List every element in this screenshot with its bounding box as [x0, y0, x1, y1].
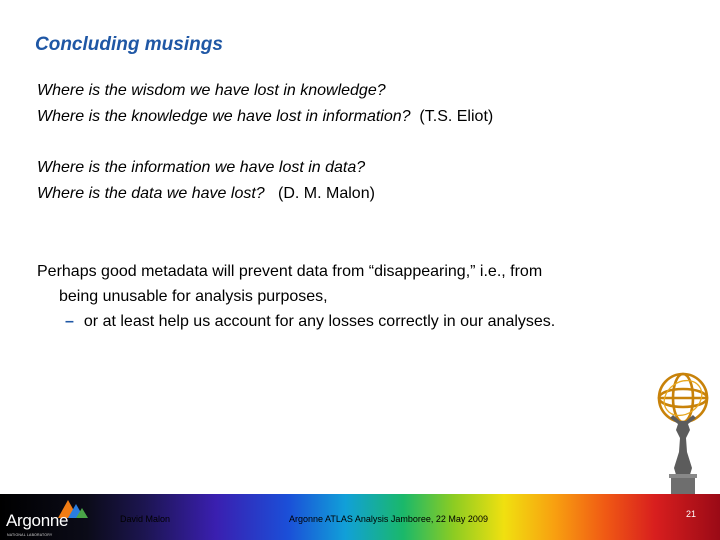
- sub-bullet-text: or at least help us account for any losses correctly in our analyses.: [83, 313, 556, 330]
- quote-block-malon: [37, 155, 375, 207]
- quote-line: [37, 155, 375, 181]
- page-number: 21: [686, 509, 697, 519]
- paragraph-line: Perhaps good metadata will prevent data from “disappearing,” i.e., from: [37, 263, 543, 280]
- footer-bar: [0, 494, 720, 540]
- metadata-paragraph: [37, 259, 677, 309]
- quote-line: [37, 78, 493, 104]
- presenter-name: David Malon: [120, 514, 171, 524]
- quote-attribution: (D. M. Malon): [278, 185, 375, 202]
- event-name: Argonne ATLAS Analysis Jamboree, 22 May 2009: [289, 514, 488, 524]
- argonne-logo: [6, 500, 102, 536]
- paragraph-line: being unusable for analysis purposes,: [59, 288, 328, 305]
- bullet-dash: –: [65, 313, 74, 330]
- logo-name: Argonne: [6, 511, 69, 530]
- quote-block-eliot: [37, 78, 493, 130]
- sub-bullet: [65, 309, 555, 334]
- logo-subtitle: NATIONAL LABORATORY: [7, 533, 53, 537]
- quote-text: Where is the knowledge we have lost in information?: [37, 108, 411, 125]
- quote-text: Where is the information we have lost in data?: [37, 159, 366, 176]
- quote-line: [37, 181, 375, 207]
- atlas-statue-icon: [652, 368, 714, 496]
- slide-title: Concluding musings: [35, 34, 223, 55]
- quote-attribution: (T.S. Eliot): [419, 108, 494, 125]
- quote-text: Where is the data we have lost?: [37, 185, 265, 202]
- quote-line: [37, 104, 493, 130]
- quote-text: Where is the wisdom we have lost in knowledge?: [37, 82, 386, 99]
